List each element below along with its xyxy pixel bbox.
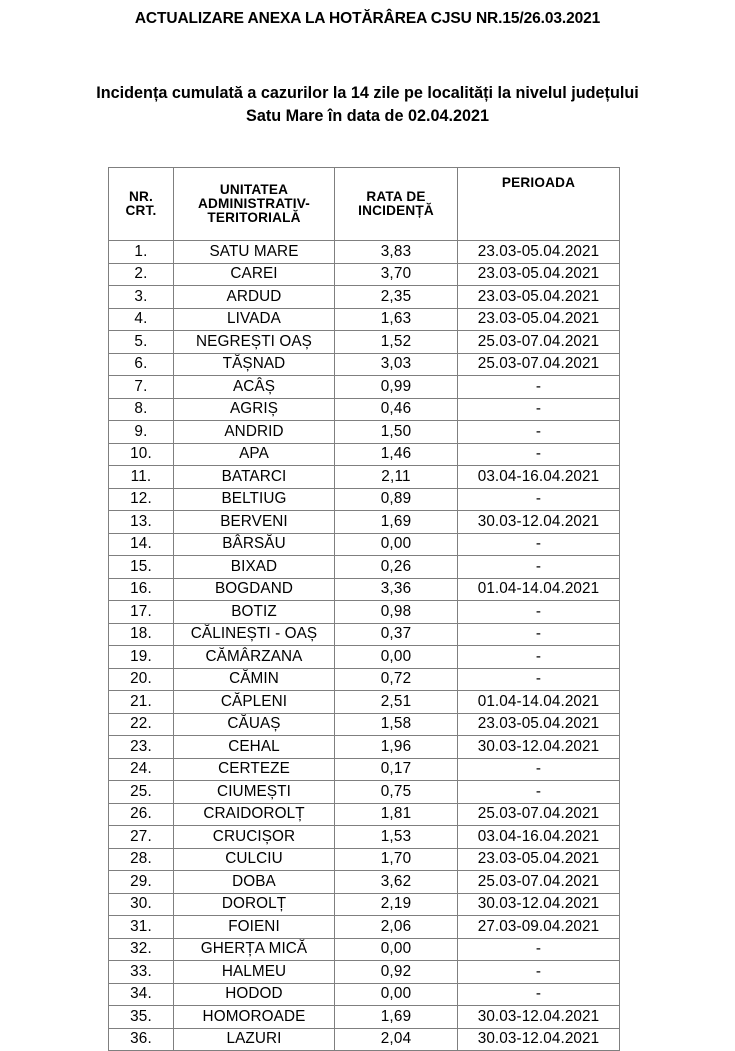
cell-perioada: - bbox=[458, 983, 620, 1006]
table-row bbox=[109, 511, 620, 534]
table-row bbox=[109, 376, 620, 399]
cell-perioada: 23.03-05.04.2021 bbox=[458, 713, 620, 736]
cell-rata: 0,99 bbox=[335, 376, 458, 399]
table-row bbox=[109, 443, 620, 466]
cell-perioada: - bbox=[458, 668, 620, 691]
cell-uat: GHERȚA MICĂ bbox=[174, 938, 335, 961]
cell-nr-crt: 27. bbox=[109, 826, 174, 849]
cell-uat: CĂMIN bbox=[174, 668, 335, 691]
cell-perioada: 03.04-16.04.2021 bbox=[458, 826, 620, 849]
cell-rata: 2,19 bbox=[335, 893, 458, 916]
cell-nr-crt: 1. bbox=[109, 241, 174, 264]
incidence-table bbox=[108, 167, 620, 1051]
cell-rata: 0,89 bbox=[335, 488, 458, 511]
cell-uat: BÂRSĂU bbox=[174, 533, 335, 556]
table-row bbox=[109, 331, 620, 354]
cell-nr-crt: 2. bbox=[109, 263, 174, 286]
cell-nr-crt: 30. bbox=[109, 893, 174, 916]
table-row bbox=[109, 736, 620, 759]
cell-perioada: - bbox=[458, 781, 620, 804]
cell-perioada: 23.03-05.04.2021 bbox=[458, 286, 620, 309]
cell-nr-crt: 28. bbox=[109, 848, 174, 871]
table-row bbox=[109, 556, 620, 579]
column-header-uat-line-2: ADMINISTRATIV- bbox=[197, 195, 311, 211]
table-row bbox=[109, 893, 620, 916]
cell-uat: BATARCI bbox=[174, 466, 335, 489]
table-row bbox=[109, 983, 620, 1006]
cell-perioada: 25.03-07.04.2021 bbox=[458, 353, 620, 376]
table-row bbox=[109, 466, 620, 489]
cell-nr-crt: 25. bbox=[109, 781, 174, 804]
cell-rata: 0,17 bbox=[335, 758, 458, 781]
cell-perioada: 01.04-14.04.2021 bbox=[458, 691, 620, 714]
cell-rata: 0,00 bbox=[335, 938, 458, 961]
column-header-uat-line-1: UNITATEA bbox=[219, 181, 289, 197]
cell-nr-crt: 14. bbox=[109, 533, 174, 556]
cell-perioada: 23.03-05.04.2021 bbox=[458, 263, 620, 286]
column-header-rata-line-1: RATA DE bbox=[366, 188, 426, 204]
column-header-nr-crt-line-2: CRT. bbox=[125, 203, 157, 218]
cell-perioada: 27.03-09.04.2021 bbox=[458, 916, 620, 939]
cell-perioada: 03.04-16.04.2021 bbox=[458, 466, 620, 489]
cell-uat: HALMEU bbox=[174, 961, 335, 984]
cell-perioada: 30.03-12.04.2021 bbox=[458, 736, 620, 759]
cell-uat: CERTEZE bbox=[174, 758, 335, 781]
cell-rata: 1,50 bbox=[335, 421, 458, 444]
table-row bbox=[109, 578, 620, 601]
table-row bbox=[109, 691, 620, 714]
cell-rata: 3,83 bbox=[335, 241, 458, 264]
cell-uat: FOIENI bbox=[174, 916, 335, 939]
table-row bbox=[109, 353, 620, 376]
table-row bbox=[109, 1028, 620, 1051]
cell-rata: 0,98 bbox=[335, 601, 458, 624]
cell-uat: CEHAL bbox=[174, 736, 335, 759]
column-header-nr-crt bbox=[109, 168, 174, 241]
column-header-uat bbox=[174, 168, 335, 241]
cell-rata: 2,04 bbox=[335, 1028, 458, 1051]
column-header-rata-line-2: INCIDENȚĂ bbox=[358, 203, 434, 218]
table-header bbox=[109, 168, 620, 241]
cell-perioada: - bbox=[458, 556, 620, 579]
cell-uat: BOTIZ bbox=[174, 601, 335, 624]
cell-rata: 0,00 bbox=[335, 646, 458, 669]
cell-uat: APA bbox=[174, 443, 335, 466]
cell-rata: 3,03 bbox=[335, 353, 458, 376]
cell-rata: 3,70 bbox=[335, 263, 458, 286]
cell-uat: CĂMÂRZANA bbox=[174, 646, 335, 669]
cell-nr-crt: 35. bbox=[109, 1006, 174, 1029]
table-row bbox=[109, 286, 620, 309]
cell-rata: 1,69 bbox=[335, 511, 458, 534]
cell-nr-crt: 15. bbox=[109, 556, 174, 579]
cell-rata: 1,63 bbox=[335, 308, 458, 331]
cell-uat: BOGDAND bbox=[174, 578, 335, 601]
cell-rata: 1,96 bbox=[335, 736, 458, 759]
page-subtitle-line-2: Satu Mare în data de 02.04.2021 bbox=[246, 106, 489, 125]
table-header-row bbox=[109, 168, 620, 241]
cell-uat: CRUCIȘOR bbox=[174, 826, 335, 849]
table-row bbox=[109, 398, 620, 421]
table-row bbox=[109, 938, 620, 961]
cell-nr-crt: 18. bbox=[109, 623, 174, 646]
cell-nr-crt: 3. bbox=[109, 286, 174, 309]
page-title: ACTUALIZARE ANEXA LA HOTĂRÂREA CJSU NR.15/26.03.2021 bbox=[134, 10, 601, 27]
cell-rata: 0,26 bbox=[335, 556, 458, 579]
cell-perioada: - bbox=[458, 623, 620, 646]
cell-nr-crt: 19. bbox=[109, 646, 174, 669]
cell-nr-crt: 5. bbox=[109, 331, 174, 354]
cell-perioada: - bbox=[458, 646, 620, 669]
cell-perioada: - bbox=[458, 533, 620, 556]
cell-rata: 1,70 bbox=[335, 848, 458, 871]
cell-uat: CAREI bbox=[174, 263, 335, 286]
cell-rata: 2,51 bbox=[335, 691, 458, 714]
cell-perioada: 30.03-12.04.2021 bbox=[458, 511, 620, 534]
table-row bbox=[109, 871, 620, 894]
column-header-uat-line-3: TERITORIALĂ bbox=[207, 210, 301, 226]
cell-nr-crt: 4. bbox=[109, 308, 174, 331]
cell-nr-crt: 10. bbox=[109, 443, 174, 466]
cell-perioada: 25.03-07.04.2021 bbox=[458, 331, 620, 354]
table-row bbox=[109, 713, 620, 736]
cell-uat: ANDRID bbox=[174, 421, 335, 444]
table-row bbox=[109, 916, 620, 939]
cell-nr-crt: 20. bbox=[109, 668, 174, 691]
cell-uat: AGRIȘ bbox=[174, 398, 335, 421]
table-body bbox=[109, 241, 620, 1051]
table-row bbox=[109, 308, 620, 331]
table-row bbox=[109, 848, 620, 871]
cell-uat: DOROLȚ bbox=[174, 893, 335, 916]
table-row bbox=[109, 623, 620, 646]
table-row bbox=[109, 421, 620, 444]
cell-nr-crt: 32. bbox=[109, 938, 174, 961]
cell-uat: ARDUD bbox=[174, 286, 335, 309]
page-subtitle-line-1: Incidența cumulată a cazurilor la 14 zile pe localități la nivelul județului bbox=[96, 83, 639, 102]
cell-uat: CĂPLENI bbox=[174, 691, 335, 714]
cell-perioada: - bbox=[458, 758, 620, 781]
cell-rata: 0,00 bbox=[335, 533, 458, 556]
cell-perioada: 25.03-07.04.2021 bbox=[458, 803, 620, 826]
cell-perioada: - bbox=[458, 961, 620, 984]
table-row bbox=[109, 488, 620, 511]
cell-perioada: - bbox=[458, 488, 620, 511]
cell-rata: 2,06 bbox=[335, 916, 458, 939]
cell-nr-crt: 6. bbox=[109, 353, 174, 376]
cell-nr-crt: 11. bbox=[109, 466, 174, 489]
cell-nr-crt: 33. bbox=[109, 961, 174, 984]
cell-rata: 3,62 bbox=[335, 871, 458, 894]
cell-uat: BERVENI bbox=[174, 511, 335, 534]
cell-perioada: 30.03-12.04.2021 bbox=[458, 893, 620, 916]
page-subtitle bbox=[0, 29, 735, 128]
cell-rata: 2,35 bbox=[335, 286, 458, 309]
cell-nr-crt: 24. bbox=[109, 758, 174, 781]
table-row bbox=[109, 758, 620, 781]
column-header-perioada: PERIOADA bbox=[458, 168, 620, 241]
cell-nr-crt: 7. bbox=[109, 376, 174, 399]
cell-uat: CIUMEȘTI bbox=[174, 781, 335, 804]
cell-rata: 1,46 bbox=[335, 443, 458, 466]
cell-rata: 1,69 bbox=[335, 1006, 458, 1029]
cell-rata: 0,00 bbox=[335, 983, 458, 1006]
table-row bbox=[109, 533, 620, 556]
cell-rata: 2,11 bbox=[335, 466, 458, 489]
cell-uat: LIVADA bbox=[174, 308, 335, 331]
cell-nr-crt: 21. bbox=[109, 691, 174, 714]
cell-perioada: - bbox=[458, 938, 620, 961]
cell-nr-crt: 29. bbox=[109, 871, 174, 894]
cell-perioada: - bbox=[458, 443, 620, 466]
table-row bbox=[109, 826, 620, 849]
cell-rata: 1,81 bbox=[335, 803, 458, 826]
cell-nr-crt: 9. bbox=[109, 421, 174, 444]
cell-rata: 0,46 bbox=[335, 398, 458, 421]
cell-uat: LAZURI bbox=[174, 1028, 335, 1051]
cell-uat: CULCIU bbox=[174, 848, 335, 871]
table-row bbox=[109, 668, 620, 691]
cell-perioada: 25.03-07.04.2021 bbox=[458, 871, 620, 894]
cell-rata: 1,58 bbox=[335, 713, 458, 736]
cell-perioada: - bbox=[458, 601, 620, 624]
cell-nr-crt: 31. bbox=[109, 916, 174, 939]
cell-nr-crt: 22. bbox=[109, 713, 174, 736]
cell-uat: CĂUAȘ bbox=[174, 713, 335, 736]
cell-uat: NEGREȘTI OAȘ bbox=[174, 331, 335, 354]
cell-uat: HODOD bbox=[174, 983, 335, 1006]
table-row bbox=[109, 241, 620, 264]
cell-perioada: - bbox=[458, 421, 620, 444]
cell-perioada: 01.04-14.04.2021 bbox=[458, 578, 620, 601]
cell-uat: ACÂȘ bbox=[174, 376, 335, 399]
cell-uat: BELTIUG bbox=[174, 488, 335, 511]
cell-nr-crt: 12. bbox=[109, 488, 174, 511]
cell-uat: SATU MARE bbox=[174, 241, 335, 264]
table-row bbox=[109, 601, 620, 624]
cell-uat: HOMOROADE bbox=[174, 1006, 335, 1029]
cell-nr-crt: 36. bbox=[109, 1028, 174, 1051]
cell-rata: 0,92 bbox=[335, 961, 458, 984]
table-row bbox=[109, 781, 620, 804]
table-row bbox=[109, 803, 620, 826]
table-row bbox=[109, 263, 620, 286]
cell-perioada: 23.03-05.04.2021 bbox=[458, 241, 620, 264]
table-row bbox=[109, 646, 620, 669]
table-row bbox=[109, 1006, 620, 1029]
cell-rata: 3,36 bbox=[335, 578, 458, 601]
cell-perioada: 30.03-12.04.2021 bbox=[458, 1028, 620, 1051]
cell-rata: 1,52 bbox=[335, 331, 458, 354]
cell-perioada: - bbox=[458, 398, 620, 421]
cell-nr-crt: 23. bbox=[109, 736, 174, 759]
cell-nr-crt: 17. bbox=[109, 601, 174, 624]
cell-perioada: - bbox=[458, 376, 620, 399]
cell-perioada: 23.03-05.04.2021 bbox=[458, 848, 620, 871]
cell-rata: 0,37 bbox=[335, 623, 458, 646]
cell-uat: BIXAD bbox=[174, 556, 335, 579]
cell-nr-crt: 13. bbox=[109, 511, 174, 534]
incidence-table-container bbox=[108, 167, 607, 1051]
cell-perioada: 23.03-05.04.2021 bbox=[458, 308, 620, 331]
column-header-rata-incidenta bbox=[335, 168, 458, 241]
column-header-nr-crt-line-1: NR. bbox=[128, 188, 153, 204]
cell-rata: 0,72 bbox=[335, 668, 458, 691]
cell-uat: CRAIDOROLȚ bbox=[174, 803, 335, 826]
cell-perioada: 30.03-12.04.2021 bbox=[458, 1006, 620, 1029]
cell-rata: 1,53 bbox=[335, 826, 458, 849]
table-row bbox=[109, 961, 620, 984]
cell-uat: DOBA bbox=[174, 871, 335, 894]
cell-uat: TĂȘNAD bbox=[174, 353, 335, 376]
cell-nr-crt: 8. bbox=[109, 398, 174, 421]
cell-rata: 0,75 bbox=[335, 781, 458, 804]
cell-nr-crt: 16. bbox=[109, 578, 174, 601]
cell-nr-crt: 34. bbox=[109, 983, 174, 1006]
cell-nr-crt: 26. bbox=[109, 803, 174, 826]
cell-uat: CĂLINEȘTI - OAȘ bbox=[174, 623, 335, 646]
